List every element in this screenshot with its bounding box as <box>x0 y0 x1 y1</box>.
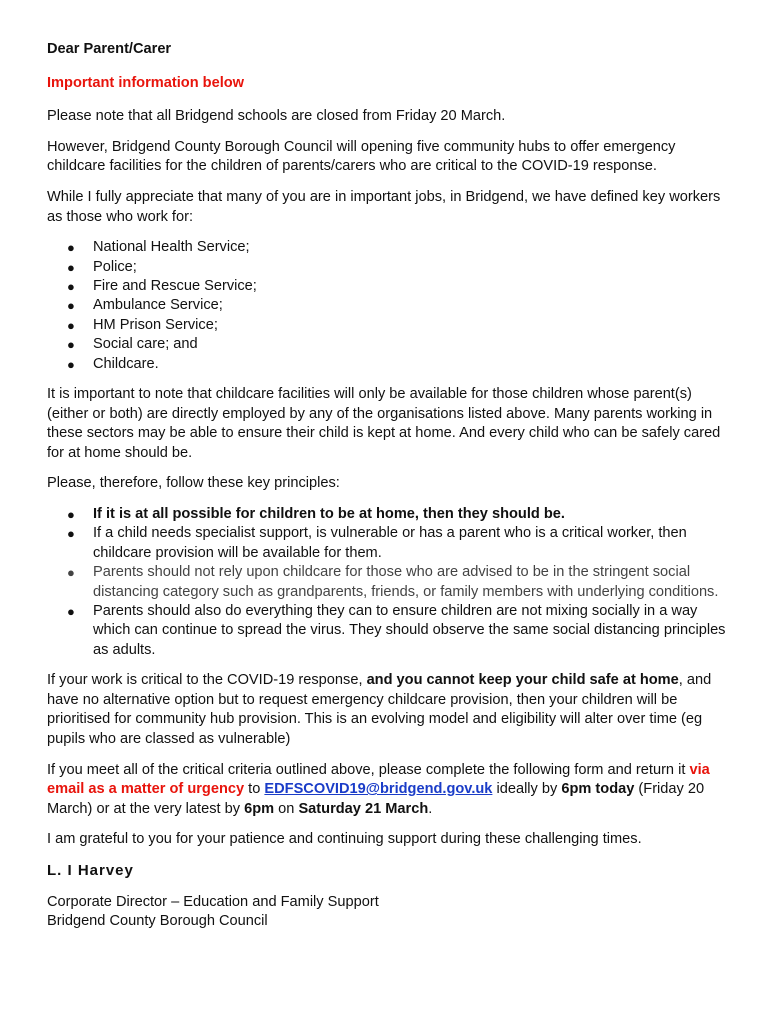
keyworker-list <box>47 238 727 374</box>
greeting: Dear Parent/Carer <box>47 41 172 57</box>
letter <box>47 40 727 943</box>
keyworkers-intro-paragraph: While I fully appreciate that many of you are in important jobs, in Bridgend, we have defined key workers as those who work for: <box>47 188 721 225</box>
bullet-icon: ● <box>67 337 75 353</box>
bullet-icon: ● <box>67 604 75 619</box>
list-item: ● National Health Service; <box>47 238 727 257</box>
bullet-icon: ● <box>67 526 75 542</box>
principles-intro-paragraph: Please, therefore, follow these key principles: <box>47 475 340 492</box>
bullet-icon: ● <box>67 356 75 372</box>
bullet-icon: ● <box>67 259 75 275</box>
important-heading: Important information below <box>47 74 245 91</box>
list-item: ● HM Prison Service; <box>47 316 727 335</box>
bullet-icon: ● <box>67 240 75 256</box>
signature-organisation: Bridgend County Borough Council <box>47 913 268 930</box>
list-item: ● Police; <box>47 258 727 277</box>
principles-list <box>47 505 727 660</box>
list-item: ● Childcare. <box>47 355 727 374</box>
list-item: ● Ambulance Service; <box>47 296 727 315</box>
bullet-icon: ● <box>67 506 75 522</box>
list-item: ● If it is at all possible for children to be at home, then they should be. <box>47 505 727 524</box>
email-link[interactable]: EDFSCOVID19@bridgend.gov.uk <box>264 781 493 798</box>
signature-name: L. I Harvey <box>47 861 134 879</box>
bullet-icon: ● <box>67 317 75 333</box>
community-hubs-paragraph: However, Bridgend County Borough Council will opening five community hubs to offer emergency childcare facilities for the children of parents/carers who are critical to the COVID-19 response. <box>47 138 676 175</box>
form-instructions-paragraph: If you meet all of the critical criteria outlined above, please complete the following form and return it via email as a matter of urgency to EDFSCOVID19@bridgend.gov.uk ideally by 6pm today (Friday 20 March) or at the very latest by 6pm on Saturday 21 March. <box>47 761 710 817</box>
list-item: ● Social care; and <box>47 335 727 354</box>
list-item: ● If a child needs specialist support, is vulnerable or has a parent who is a critical worker, then childcare provision will be available for them. <box>67 525 687 561</box>
signature-title: Corporate Director – Education and Family Support <box>47 893 379 910</box>
gratitude-paragraph: I am grateful to you for your patience and continuing support during these challenging times. <box>47 831 642 848</box>
schools-closed-paragraph: Please note that all Bridgend schools are closed from Friday 20 March. <box>47 108 506 125</box>
bullet-icon: ● <box>67 298 75 314</box>
list-item: ● Parents should also do everything they can to ensure children are not mixing socially in a way which can continue to spread the virus. They should observe the same social distancing principles as adults. <box>67 603 726 658</box>
important-note-paragraph: It is important to note that childcare facilities will only be available for those children whose parent(s) (either or both) are directly employed by any of the organisations listed above. Many parents working in these sectors may be able to ensure their child is kept at home. And every child who can be safely cared for at home should be. <box>47 386 721 461</box>
bullet-icon: ● <box>67 278 75 294</box>
critical-work-paragraph: If your work is critical to the COVID-19 response, and you cannot keep your child safe at home, and have no alternative option but to request emergency childcare provision, then your children will be prioritised for community hub provision. This is an evolving model and eligibility will alter over time (eg pupils who are classed as vulnerable) <box>47 672 712 747</box>
list-item: ● Fire and Rescue Service; <box>47 277 727 296</box>
bullet-icon: ● <box>67 565 75 581</box>
list-item: ● Parents should not rely upon childcare for those who are advised to be in the stringent social distancing category such as grandparents, friends, or family members with underlying conditions. <box>67 564 719 600</box>
